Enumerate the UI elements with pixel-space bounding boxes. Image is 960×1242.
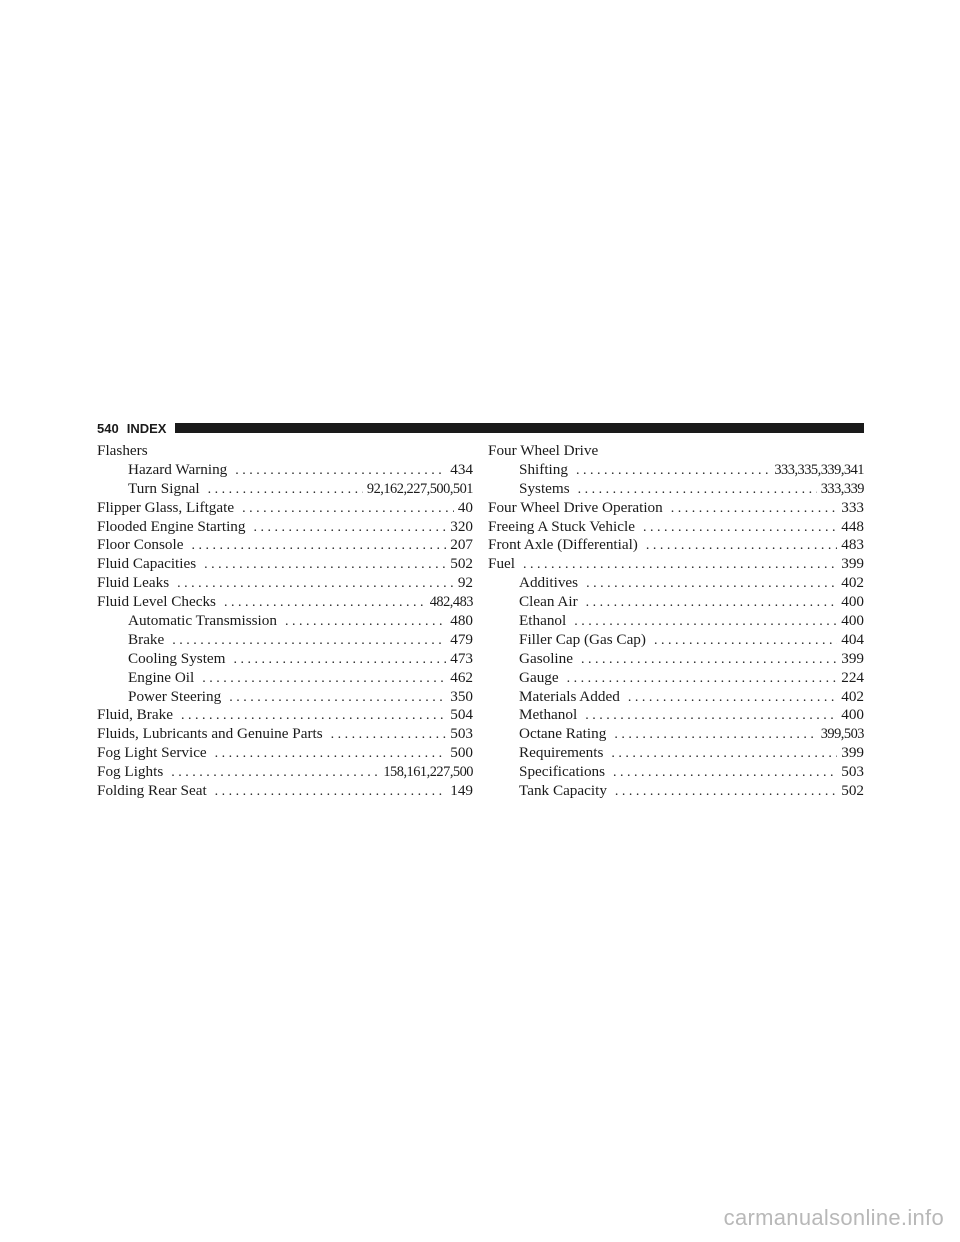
index-heading-flashers: Flashers xyxy=(97,442,148,459)
entry-label: Turn Signal xyxy=(128,479,200,497)
entry-page: 333,335,339,341 xyxy=(774,461,864,478)
entry-label: Fog Lights xyxy=(97,763,164,781)
entry-page: 92 xyxy=(457,574,473,592)
dot-leader xyxy=(285,613,446,632)
entry-page: 400 xyxy=(841,612,864,630)
entry-page: 333,339 xyxy=(820,480,864,497)
dot-leader xyxy=(208,481,363,500)
entry-page: 434 xyxy=(450,460,473,478)
entry-page: 399 xyxy=(841,649,864,667)
dot-leader xyxy=(567,670,838,689)
dot-leader xyxy=(229,689,446,708)
entry-page: 504 xyxy=(450,706,473,724)
entry-page: 149 xyxy=(450,782,473,800)
header-rule xyxy=(175,423,864,433)
entry-page: 399 xyxy=(841,744,864,762)
entry-label: Brake xyxy=(128,630,165,648)
dot-leader xyxy=(215,783,447,802)
index-entry xyxy=(97,669,473,688)
index-entry xyxy=(488,593,864,612)
entry-page: 158,161,227,500 xyxy=(383,764,473,781)
dot-leader xyxy=(671,500,837,519)
dot-leader xyxy=(242,500,454,519)
index-entry xyxy=(488,631,864,650)
entry-label: Fluid Leaks xyxy=(97,574,170,592)
entry-label: Specifications xyxy=(519,763,606,781)
dot-leader xyxy=(581,651,837,670)
entry-label: Cooling System xyxy=(128,649,226,667)
entry-label: Requirements xyxy=(519,744,604,762)
dot-leader xyxy=(235,462,446,481)
index-column-left xyxy=(97,442,473,801)
index-entry xyxy=(488,744,864,763)
dot-leader xyxy=(181,707,446,726)
entry-label: Clean Air xyxy=(519,593,578,611)
index-entry xyxy=(97,555,473,574)
entry-page: 479 xyxy=(450,630,473,648)
dot-leader xyxy=(254,519,447,538)
index-entry xyxy=(97,706,473,725)
entry-label: Flooded Engine Starting xyxy=(97,517,246,535)
entry-page: 400 xyxy=(841,706,864,724)
entry-label: Gasoline xyxy=(519,649,573,667)
entry-page: 404 xyxy=(841,630,864,648)
entry-label: Octane Rating xyxy=(519,725,607,743)
entry-page: 207 xyxy=(450,536,473,554)
entry-label: Floor Console xyxy=(97,536,184,554)
index-entry xyxy=(97,688,473,707)
index-entry xyxy=(97,536,473,555)
index-entry xyxy=(488,763,864,782)
dot-leader xyxy=(654,632,837,651)
entry-label: Engine Oil xyxy=(128,668,195,686)
entry-page: 402 xyxy=(841,574,864,592)
page-number: 540 xyxy=(97,420,119,436)
entry-page: 399,503 xyxy=(820,726,864,743)
entry-label: Hazard Warning xyxy=(128,460,228,478)
index-entry xyxy=(97,744,473,763)
entry-label: Materials Added xyxy=(519,687,620,705)
entry-label: Additives xyxy=(519,574,579,592)
index-entry xyxy=(97,518,473,537)
index-entry xyxy=(97,612,473,631)
index-entry xyxy=(97,461,473,480)
entry-label: Tank Capacity xyxy=(519,782,607,800)
index-entry xyxy=(488,782,864,801)
entry-label: Fluid Capacities xyxy=(97,555,197,573)
entry-page: 462 xyxy=(450,668,473,686)
entry-label: Systems xyxy=(519,479,570,497)
entry-page: 402 xyxy=(841,687,864,705)
index-entry xyxy=(97,763,473,782)
entry-page: 502 xyxy=(841,782,864,800)
entry-label: Four Wheel Drive Operation xyxy=(488,498,663,516)
entry-label: Fluid Level Checks xyxy=(97,593,216,611)
entry-page: 473 xyxy=(450,649,473,667)
entry-page: 500 xyxy=(450,744,473,762)
section-title: INDEX xyxy=(126,420,167,436)
index-entry xyxy=(488,706,864,725)
index-entry xyxy=(488,555,864,574)
dot-leader xyxy=(611,745,837,764)
entry-label: Fuel xyxy=(488,555,516,573)
dot-leader xyxy=(646,537,837,556)
entry-label: Power Steering xyxy=(128,687,222,705)
index-entry xyxy=(488,688,864,707)
dot-leader xyxy=(578,481,817,500)
entry-label: Flipper Glass, Liftgate xyxy=(97,498,235,516)
entry-label: Gauge xyxy=(519,668,559,686)
dot-leader xyxy=(171,764,379,783)
index-entry xyxy=(488,669,864,688)
entry-page: 400 xyxy=(841,593,864,611)
dot-leader xyxy=(215,745,447,764)
entry-label: Fog Light Service xyxy=(97,744,207,762)
dot-leader xyxy=(628,689,837,708)
entry-label: Filler Cap (Gas Cap) xyxy=(519,630,646,648)
dot-leader xyxy=(177,575,454,594)
entry-label: Methanol xyxy=(519,706,578,724)
entry-page: 482,483 xyxy=(429,594,473,611)
entry-label: Ethanol xyxy=(519,612,567,630)
entry-page: 483 xyxy=(841,536,864,554)
entry-page: 350 xyxy=(450,687,473,705)
entry-page: 320 xyxy=(450,517,473,535)
dot-leader xyxy=(172,632,446,651)
entry-page: 333 xyxy=(841,498,864,516)
watermark-text: carmanualsonline.info xyxy=(723,1205,944,1230)
entry-page: 448 xyxy=(841,517,864,535)
index-entry xyxy=(488,461,864,480)
entry-page: 503 xyxy=(841,763,864,781)
entry-label: Folding Rear Seat xyxy=(97,782,207,800)
dot-leader xyxy=(643,519,837,538)
dot-leader xyxy=(586,575,837,594)
index-entry xyxy=(488,650,864,669)
index-heading-four-wheel-drive: Four Wheel Drive xyxy=(488,442,599,459)
dot-leader xyxy=(574,613,837,632)
index-entry xyxy=(97,593,473,612)
index-entry xyxy=(97,480,473,499)
entry-page: 502 xyxy=(450,555,473,573)
index-entry xyxy=(97,725,473,744)
index-entry xyxy=(97,574,473,593)
dot-leader xyxy=(202,670,446,689)
dot-leader xyxy=(523,556,837,575)
dot-leader xyxy=(585,707,837,726)
dot-leader xyxy=(615,783,837,802)
entry-label: Automatic Transmission xyxy=(128,612,277,630)
dot-leader xyxy=(576,462,770,481)
entry-label: Shifting xyxy=(519,460,568,478)
entry-page: 40 xyxy=(457,498,473,516)
index-entry xyxy=(488,725,864,744)
entry-label: Fluids, Lubricants and Genuine Parts xyxy=(97,725,323,743)
index-entry xyxy=(488,536,864,555)
index-entry xyxy=(97,631,473,650)
entry-label: Fluid, Brake xyxy=(97,706,173,724)
index-column-right xyxy=(488,442,864,801)
entry-page: 92,162,227,500,501 xyxy=(366,480,473,497)
dot-leader xyxy=(614,726,816,745)
index-entry xyxy=(488,499,864,518)
page-header xyxy=(97,418,864,438)
dot-leader xyxy=(613,764,837,783)
index-entry xyxy=(488,574,864,593)
entry-page: 503 xyxy=(450,725,473,743)
dot-leader xyxy=(224,594,426,613)
entry-page: 399 xyxy=(841,555,864,573)
dot-leader xyxy=(204,556,446,575)
entry-label: Front Axle (Differential) xyxy=(488,536,638,554)
entry-label: Freeing A Stuck Vehicle xyxy=(488,517,635,535)
entry-page: 224 xyxy=(841,668,864,686)
index-entry xyxy=(488,518,864,537)
dot-leader xyxy=(586,594,838,613)
index-entry xyxy=(97,650,473,669)
dot-leader xyxy=(192,537,447,556)
entry-page: 480 xyxy=(450,612,473,630)
index-entry xyxy=(97,782,473,801)
dot-leader xyxy=(331,726,447,745)
index-entry xyxy=(488,612,864,631)
index-entry xyxy=(97,499,473,518)
index-entry xyxy=(488,480,864,499)
dot-leader xyxy=(233,651,446,670)
